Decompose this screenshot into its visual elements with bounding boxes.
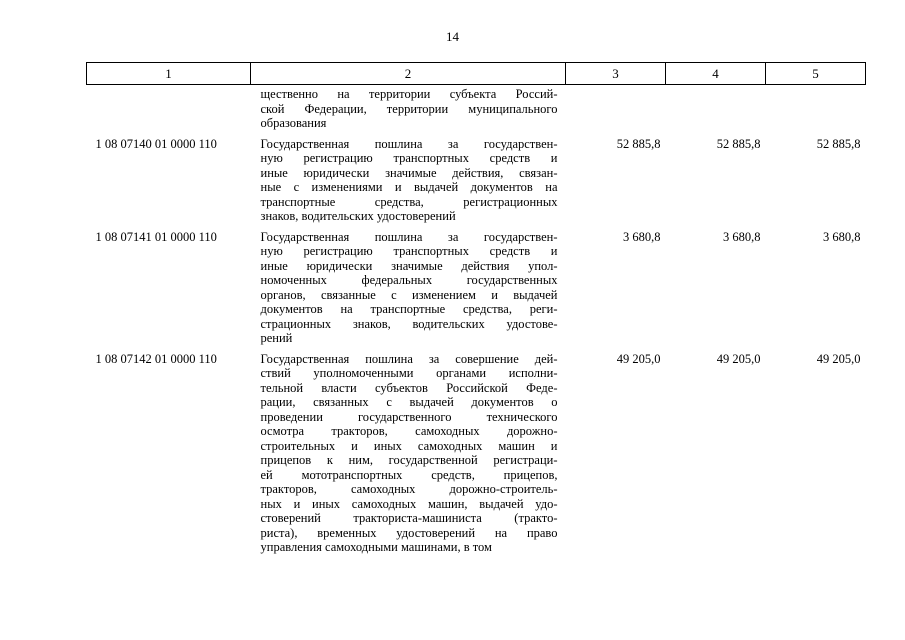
description-line: риста), временных удостоверений на право <box>260 525 558 540</box>
description-line: страционных знаков, водительских удостове- <box>260 316 558 331</box>
description-line: ей мототранспортных средств, прицепов, <box>260 467 558 482</box>
amount-year-3: 3 680,8 <box>823 229 861 244</box>
description-line: Государственная пошлина за государствен- <box>260 229 558 244</box>
header-col-1: 1 <box>87 63 251 85</box>
amount-year-2: 52 885,8 <box>716 136 761 151</box>
description-line: транспортные средства, регистрационных <box>260 194 558 209</box>
table-body <box>87 85 866 555</box>
description-line: ную регистрацию транспортных средств и <box>260 151 558 165</box>
amount-year-1 <box>566 85 666 131</box>
budget-table <box>86 62 866 555</box>
budget-code: 1 08 07141 01 0000 110 <box>95 229 217 244</box>
description-line: ные с изменениями и выдачей документов на <box>260 180 558 194</box>
amount-year-3 <box>766 85 866 131</box>
description-line: стоверений тракториста-машиниста (тракто- <box>260 511 558 525</box>
header-col-5: 5 <box>766 63 866 85</box>
description-line: органов, связанные с изменением и выдачей <box>260 287 558 302</box>
description-line: щественно на территории субъекта Россий- <box>260 87 558 101</box>
income-description <box>251 346 566 555</box>
description-line: ную регистрацию транспортных средств и <box>260 244 558 258</box>
description-line: рации, связанных с выдачей документов о <box>260 395 558 409</box>
header-col-2: 2 <box>251 63 566 85</box>
description-line: проведении государственного технического <box>260 409 558 424</box>
description-line: Государственная пошлина за совершение дей- <box>260 351 558 366</box>
amount-year-3: 52 885,8 <box>816 136 861 151</box>
table-header <box>87 63 866 85</box>
description-line: Государственная пошлина за государствен- <box>260 136 558 151</box>
description-line: строительных и иных самоходных машин и <box>260 438 558 453</box>
table-row <box>87 131 866 224</box>
income-description <box>251 85 566 131</box>
description-line: знаков, водительских удостоверений <box>260 209 456 223</box>
description-line: образования <box>260 116 327 130</box>
amount-year-1: 3 680,8 <box>623 229 661 244</box>
amount-year-2: 49 205,0 <box>716 351 761 366</box>
amount-year-2: 3 680,8 <box>723 229 761 244</box>
description-line: ных и иных самоходных машин, выдачей удо- <box>260 496 558 511</box>
budget-code <box>87 85 251 131</box>
table-row <box>87 85 866 131</box>
description-line: документов на транспортные средства, реги- <box>260 302 558 316</box>
header-col-4: 4 <box>666 63 766 85</box>
description-line: тракторов, самоходных дорожно-строитель- <box>260 482 558 496</box>
page-number: 14 <box>446 29 459 44</box>
description-line: номоченных федеральных государственных <box>260 273 558 287</box>
table-row <box>87 346 866 555</box>
table-row <box>87 224 866 346</box>
amount-year-1: 52 885,8 <box>616 136 661 151</box>
income-description <box>251 224 566 346</box>
description-line: иные юридически значимые действия, связан- <box>260 165 558 180</box>
description-line: ствий уполномоченными органами исполни- <box>260 366 558 380</box>
description-line: осмотра тракторов, самоходных дорожно- <box>260 424 558 438</box>
budget-code: 1 08 07142 01 0000 110 <box>95 351 217 366</box>
description-line: ской Федерации, территории муниципального <box>260 101 558 116</box>
budget-code: 1 08 07140 01 0000 110 <box>95 136 217 151</box>
header-row <box>87 63 866 85</box>
amount-year-1: 49 205,0 <box>616 351 661 366</box>
amount-year-2 <box>666 85 766 131</box>
amount-year-3: 49 205,0 <box>816 351 861 366</box>
description-line: управления самоходными машинами, в том <box>260 540 492 554</box>
description-line: тельной власти субъектов Российской Феде- <box>260 380 558 395</box>
description-line: иные юридически значимые действия упол- <box>260 258 558 273</box>
description-line: прицепов к ним, государственной регистраци- <box>260 453 558 467</box>
description-line: рений <box>260 331 293 345</box>
income-description <box>251 131 566 224</box>
header-col-3: 3 <box>566 63 666 85</box>
